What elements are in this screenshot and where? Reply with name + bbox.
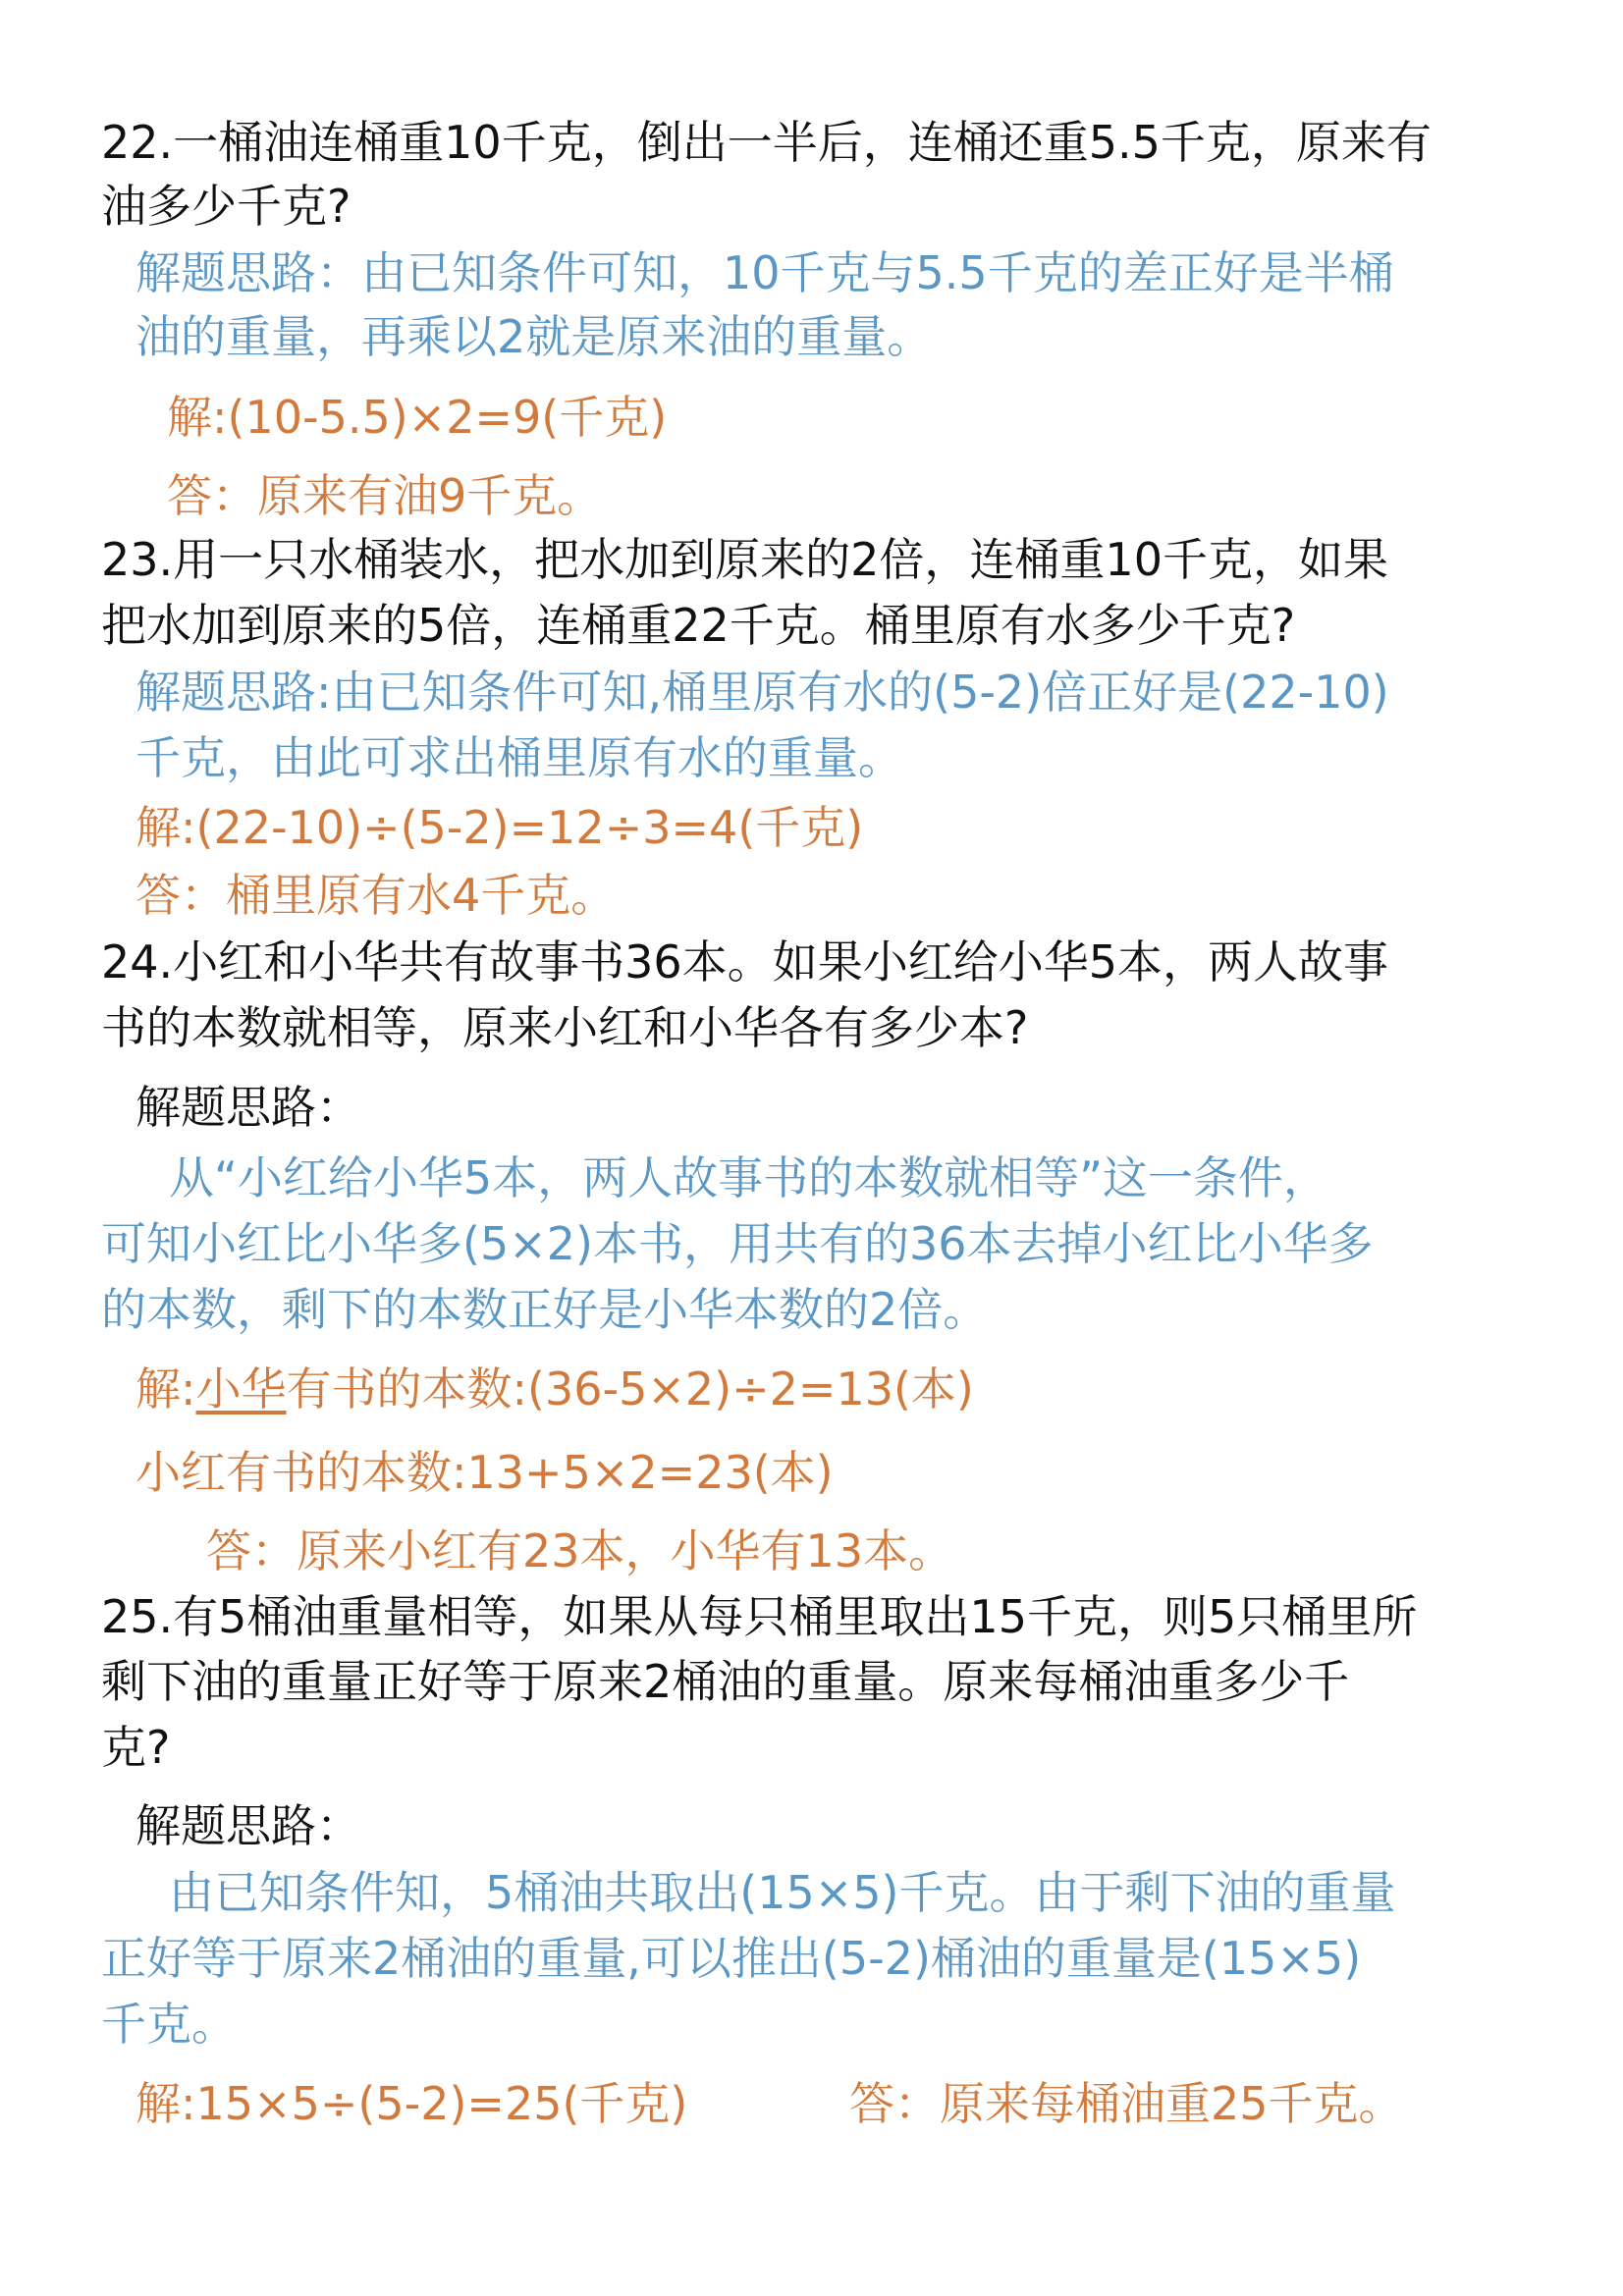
- underlined-term: 小华: [195, 1362, 287, 1415]
- problem-24-solution-line-1: [135, 1360, 974, 1418]
- problem-22-solution: 解:(10-5.5)×2=9(千克): [167, 391, 668, 444]
- problem-22-hint-line-2: 油的重量，再乘以2就是原来油的重量。: [135, 310, 933, 363]
- problem-25-hint-label: 解题思路：: [135, 1799, 361, 1852]
- solution-rest: 有书的本数:(36-5×2)÷2=13(本): [286, 1362, 974, 1415]
- problem-22-hint-line-1: 解题思路：由已知条件可知，10千克与5.5千克的差正好是半桶: [135, 246, 1394, 299]
- problem-25-question-line-1: 25.有5桶油重量相等，如果从每只桶里取出15千克，则5只桶里所: [101, 1590, 1418, 1643]
- problem-24-solution-line-2: 小红有书的本数:13+5×2=23(本): [135, 1446, 834, 1499]
- problem-25-hint-line-1: 由已知条件知，5桶油共取出(15×5)千克。由于剩下油的重量: [169, 1866, 1396, 1919]
- problem-24-question-line-2: 书的本数就相等，原来小红和小华各有多少本?: [101, 1001, 1029, 1054]
- problem-25-answer: 答：原来每桶油重25千克。: [849, 2077, 1404, 2130]
- problem-22-answer: 答：原来有油9千克。: [167, 469, 603, 522]
- problem-25-hint-line-3: 千克。: [101, 1998, 237, 2051]
- problem-24-question-line-1: 24.小红和小华共有故事书36本。如果小红给小华5本，两人故事: [101, 935, 1388, 988]
- problem-24-hint-label: 解题思路：: [135, 1081, 361, 1134]
- problem-24-hint-line-3: 的本数，剩下的本数正好是小华本数的2倍。: [101, 1283, 989, 1336]
- problem-23-question-line-1: 23.用一只水桶装水，把水加到原来的2倍，连桶重10千克，如果: [101, 533, 1388, 586]
- problem-23-hint-line-1: 解题思路:由已知条件可知,桶里原有水的(5-2)倍正好是(22-10): [135, 666, 1389, 719]
- problem-23-question-line-2: 把水加到原来的5倍，连桶重22千克。桶里原有水多少千克?: [101, 599, 1296, 652]
- problem-25-hint-line-2: 正好等于原来2桶油的重量,可以推出(5-2)桶油的重量是(15×5): [101, 1932, 1362, 1985]
- solution-prefix: 解:: [135, 1362, 196, 1415]
- problem-25-solution: 解:15×5÷(5-2)=25(千克): [135, 2077, 688, 2130]
- problem-24-hint-line-2: 可知小红比小华多(5×2)本书，用共有的36本去掉小红比小华多: [101, 1217, 1374, 1270]
- problem-23-solution: 解:(22-10)÷(5-2)=12÷3=4(千克): [135, 801, 864, 854]
- problem-22-question-line-2: 油多少千克?: [101, 180, 352, 233]
- problem-22-question-line-1: 22.一桶油连桶重10千克，倒出一半后，连桶还重5.5千克，原来有: [101, 116, 1432, 169]
- problem-23-hint-line-2: 千克，由此可求出桶里原有水的重量。: [135, 731, 903, 784]
- problem-23-answer: 答：桶里原有水4千克。: [135, 869, 617, 922]
- problem-25-question-line-3: 克?: [101, 1721, 171, 1774]
- problem-24-answer: 答：原来小红有23本，小华有13本。: [206, 1524, 954, 1577]
- problem-25-question-line-2: 剩下油的重量正好等于原来2桶油的重量。原来每桶油重多少千: [101, 1655, 1350, 1708]
- problem-24-hint-line-1: 从“小红给小华5本，两人故事书的本数就相等”这一条件，: [169, 1151, 1328, 1204]
